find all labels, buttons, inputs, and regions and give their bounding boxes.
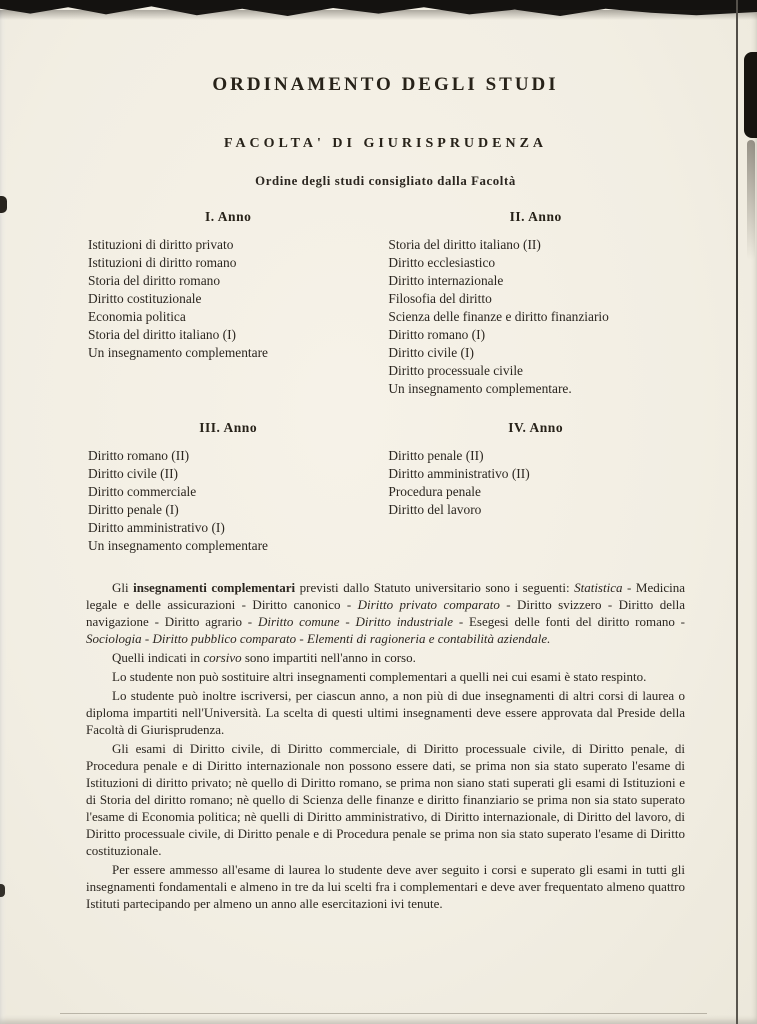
course-list <box>386 447 685 519</box>
year-course-grid <box>86 209 685 555</box>
text-segment: Diritto pubblico comparato <box>152 631 297 646</box>
text-segment: Diritto comune <box>257 614 340 629</box>
year-heading: IV. Anno <box>508 420 564 435</box>
page-content <box>86 0 685 912</box>
text-segment: - Esegesi delle fonti del diritto romano - <box>453 614 685 629</box>
paragraph-substitution-rule: Lo studente non può sostituire altri insegnamenti complementari a quelli nei cui esami è stato respinto. <box>112 669 647 684</box>
text-segment: - Medicina legale e delle assicurazioni - Diritto canonico - <box>86 580 685 612</box>
text-segment: - <box>141 631 153 646</box>
paragraph-exam-prerequisites: Gli esami di Diritto civile, di Diritto commerciale, di Diritto processuale civile, di Diritto penale, di Procedura penale e di Diritto internazionale non possono essere dati, se prima non sia stato superato l'esame di Istituzioni di diritto privato; nè quello di Diritto romano, se prima non siano stati superati gli esami di Istituzioni e di Storia del diritto romano; nè quello di Scienza delle finanze e diritto finanziario se prima non sia stato superato l'esame di Economia politica; nè quelli di Diritto amministrativo, di Diritto internazionale, di Diritto del lavoro, di Diritto processuale civile, di Diritto penale e di Procedura penale se prima non sia stato superato l'esame di Diritto costituzionale. <box>86 741 685 858</box>
course-item: Diritto processuale civile <box>388 363 523 378</box>
course-list <box>386 236 685 398</box>
course-item: Un insegnamento complementare. <box>388 381 572 396</box>
page-title: ORDINAMENTO DEGLI STUDI <box>212 74 559 95</box>
year-heading: II. Anno <box>509 209 562 224</box>
course-item: Diritto internazionale <box>388 273 504 288</box>
scan-artifact-left-mark <box>0 884 5 897</box>
course-item: Diritto penale (II) <box>388 448 484 463</box>
scan-artifact-right-line <box>736 0 738 1024</box>
course-list <box>86 236 370 362</box>
year-section-1 <box>86 209 370 398</box>
text-segment: insegnamenti complementari <box>133 580 296 595</box>
text-segment: - <box>296 631 308 646</box>
text-segment: Elementi di ragioneria e contabilità aziendale. <box>307 631 551 646</box>
paragraph-other-courses-rule: Lo studente può inoltre iscriversi, per ciascun anno, a non più di due insegnamenti di altri corsi di laurea o diploma impartiti nell'Università. La scelta di questi ultimi insegnamenti deve essere approvata dal Preside della Facoltà di Giurisprudenza. <box>86 688 685 737</box>
course-item: Storia del diritto italiano (II) <box>388 237 541 252</box>
text-segment: sono impartiti nell'anno in corso. <box>241 650 416 665</box>
course-item: Diritto commerciale <box>88 484 197 499</box>
course-list <box>86 447 370 555</box>
text-segment: Gli <box>112 580 134 595</box>
course-item: Un insegnamento complementare <box>88 345 268 360</box>
course-item: Diritto romano (II) <box>88 448 190 463</box>
course-item: Diritto costituzionale <box>88 291 202 306</box>
year-heading: III. Anno <box>199 420 258 435</box>
paragraph-degree-admission: Per essere ammesso all'esame di laurea lo studente deve aver seguito i corsi e superato gli esami in tutti gli insegnamenti fondamentali e almeno in tre da lui scelti fra i complementari e deve aver frequentato almeno quattro Istituti partecipando per almeno un anno alle esercitazioni ivi tenute. <box>86 862 685 911</box>
body-text <box>86 579 685 912</box>
study-order-subheading: Ordine degli studi consigliato dalla Facoltà <box>255 174 516 188</box>
paragraph-complementary-courses <box>86 579 685 647</box>
course-item: Diritto amministrativo (I) <box>88 520 225 535</box>
course-item: Procedura penale <box>388 484 481 499</box>
course-item: Diritto amministrativo (II) <box>388 466 530 481</box>
year-heading: I. Anno <box>205 209 252 224</box>
course-item: Diritto penale (I) <box>88 502 179 517</box>
text-segment: Statistica <box>574 580 623 595</box>
text-segment: - <box>339 614 356 629</box>
year-section-2 <box>386 209 685 398</box>
text-segment: corsivo <box>203 650 242 665</box>
course-item: Diritto del lavoro <box>388 502 482 517</box>
paragraph-italics-note <box>86 649 685 666</box>
course-item: Economia politica <box>88 309 186 324</box>
scan-artifact-right-blob <box>744 52 757 138</box>
text-segment: Diritto industriale <box>355 614 454 629</box>
course-item: Storia del diritto romano <box>88 273 221 288</box>
course-item: Storia del diritto italiano (I) <box>88 327 237 342</box>
course-item: Diritto ecclesiastico <box>388 255 496 270</box>
course-item: Diritto civile (II) <box>88 466 178 481</box>
text-segment: - Diritto svizzero - Diritto della navigazione - Diritto agrario - <box>86 597 686 629</box>
course-item: Istituzioni di diritto privato <box>88 237 234 252</box>
year-section-3 <box>86 420 370 555</box>
course-item: Scienza delle finanze e diritto finanziario <box>388 309 609 324</box>
faculty-heading: FACOLTA' DI GIURISPRUDENZA <box>223 136 548 151</box>
text-segment: previsti dallo Statuto universitario sono i seguenti: <box>295 580 575 595</box>
course-item: Filosofia del diritto <box>388 291 492 306</box>
course-item: Diritto civile (I) <box>388 345 474 360</box>
scan-artifact-right-smudge <box>747 140 755 260</box>
text-segment: Quelli indicati in <box>112 650 204 665</box>
course-item: Diritto romano (I) <box>388 327 486 342</box>
year-section-4 <box>386 420 685 555</box>
course-item: Istituzioni di diritto romano <box>88 255 237 270</box>
scan-artifact-bottom-line <box>60 1013 707 1014</box>
scan-artifact-left-mark <box>0 196 7 213</box>
text-segment: Sociologia <box>86 631 142 646</box>
text-segment: Diritto privato comparato <box>357 597 500 612</box>
course-item: Un insegnamento complementare <box>88 538 268 553</box>
